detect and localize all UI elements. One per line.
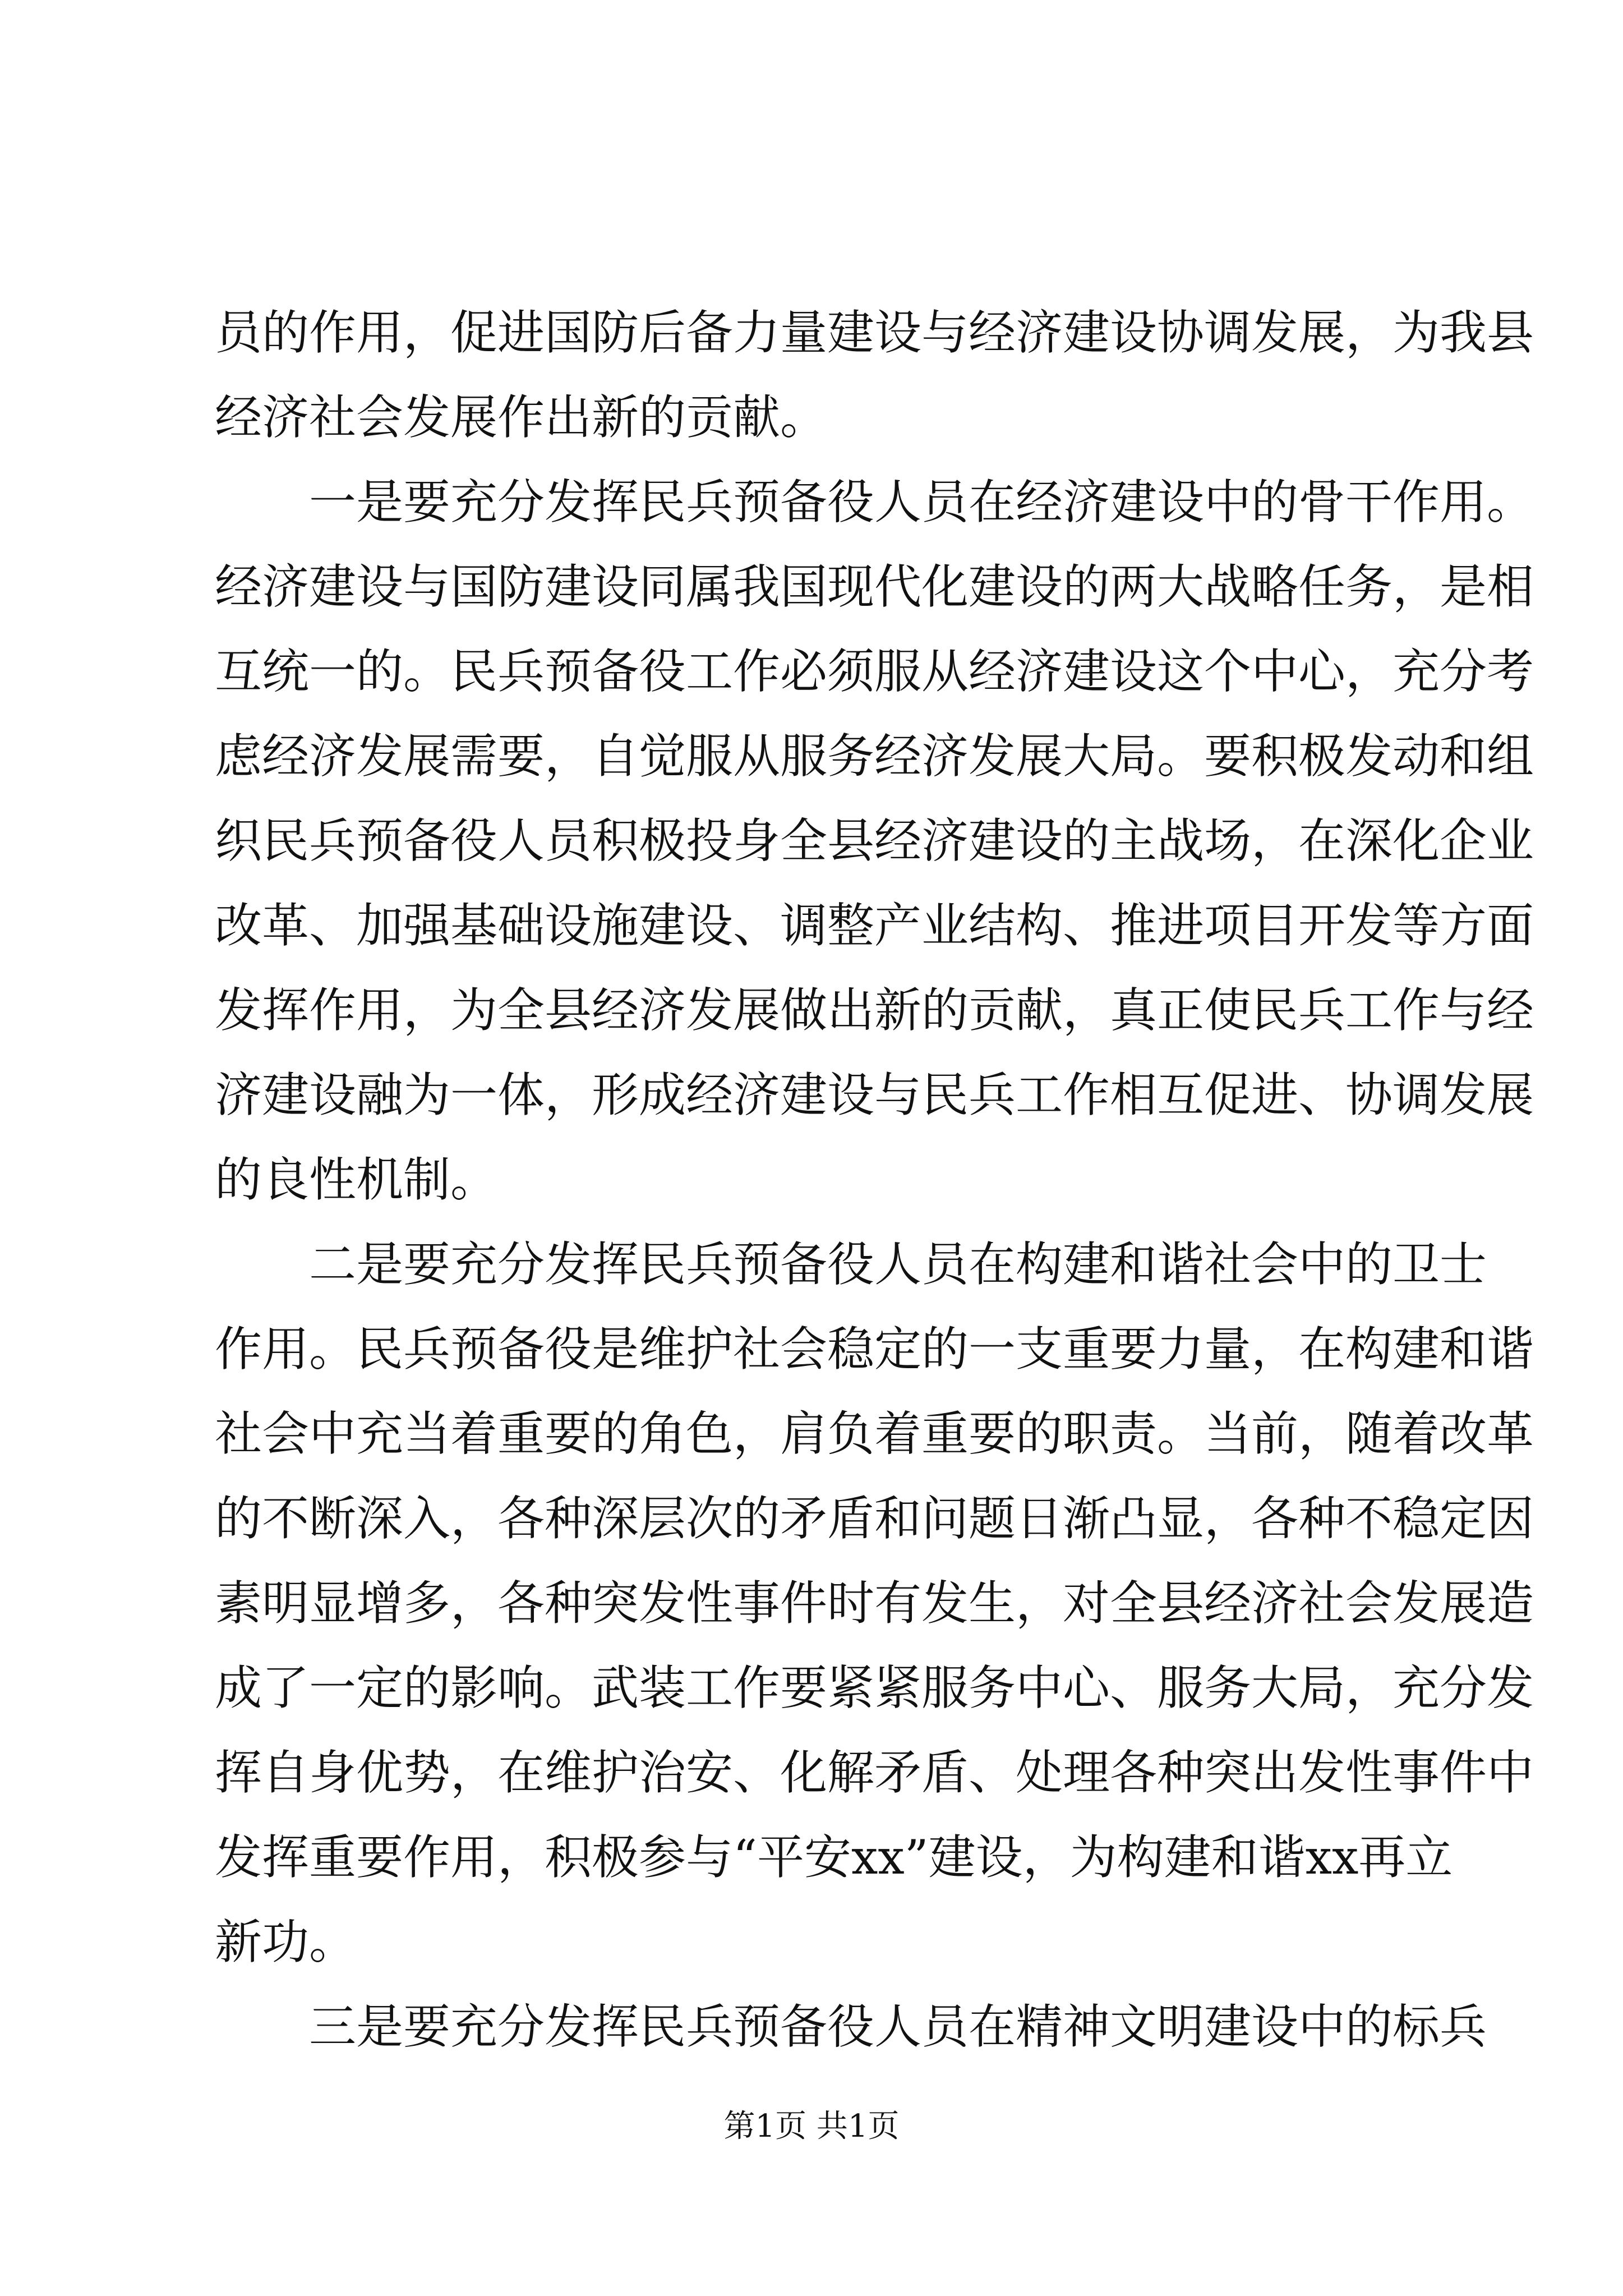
text-line: 一是要充分发挥民兵预备役人员在经济建设中的骨干作用。: [309, 475, 1534, 530]
text-line: 改革、加强基础设施建设、调整产业结构、推进项目开发等方面: [215, 898, 1534, 953]
paragraph: [215, 1222, 1534, 1985]
paragraph: [215, 460, 1534, 1222]
text-line: 成了一定的影响。武装工作要紧紧服务中心、服务大局，充分发: [215, 1660, 1534, 1715]
text-line: 经济社会发展作出新的贡献。: [215, 390, 828, 445]
text-line: 的良性机制。: [215, 1152, 498, 1207]
text-line: 作用。民兵预备役是维护社会稳定的一支重要力量，在构建和谐: [215, 1322, 1534, 1377]
text-line: 挥自身优势，在维护治安、化解矛盾、处理各种突出发性事件中: [215, 1745, 1534, 1800]
text-line: 三是要充分发挥民兵预备役人员在精神文明建设中的标兵: [309, 1999, 1487, 2054]
text-line: 济建设融为一体，形成经济建设与民兵工作相互促进、协调发展: [215, 1068, 1534, 1122]
text-line: 社会中充当着重要的角色，肩负着重要的职责。当前，随着改革: [215, 1406, 1534, 1461]
paragraph: [215, 1985, 1487, 2069]
text-line: 员的作用，促进国防后备力量建设与经济建设协调发展，为我县: [215, 305, 1534, 360]
text-line: 的不断深入，各种深层次的矛盾和问题日渐凸显，各种不稳定因: [215, 1491, 1534, 1546]
text-line: 发挥作用，为全县经济发展做出新的贡献，真正使民兵工作与经: [215, 983, 1534, 1038]
page-number-label: 第1页 共1页: [723, 2108, 900, 2145]
text-line: 互统一的。民兵预备役工作必须服从经济建设这个中心，充分考: [215, 644, 1534, 699]
text-line: 新功。: [215, 1915, 357, 1970]
paragraph: [215, 291, 1534, 460]
document-body: [215, 291, 1534, 2069]
text-line: 发挥重要作用，积极参与“平安xx”建设，为构建和谐xx再立: [215, 1830, 1453, 1885]
text-line: 织民兵预备役人员积极投身全县经济建设的主战场，在深化企业: [215, 813, 1534, 868]
page-footer: [0, 2107, 1623, 2146]
text-line: 二是要充分发挥民兵预备役人员在构建和谐社会中的卫士: [309, 1237, 1487, 1292]
text-line: 经济建设与国防建设同属我国现代化建设的两大战略任务，是相: [215, 559, 1534, 614]
text-line: 素明显增多，各种突发性事件时有发生，对全县经济社会发展造: [215, 1576, 1534, 1631]
text-line: 虑经济发展需要，自觉服从服务经济发展大局。要积极发动和组: [215, 729, 1534, 784]
